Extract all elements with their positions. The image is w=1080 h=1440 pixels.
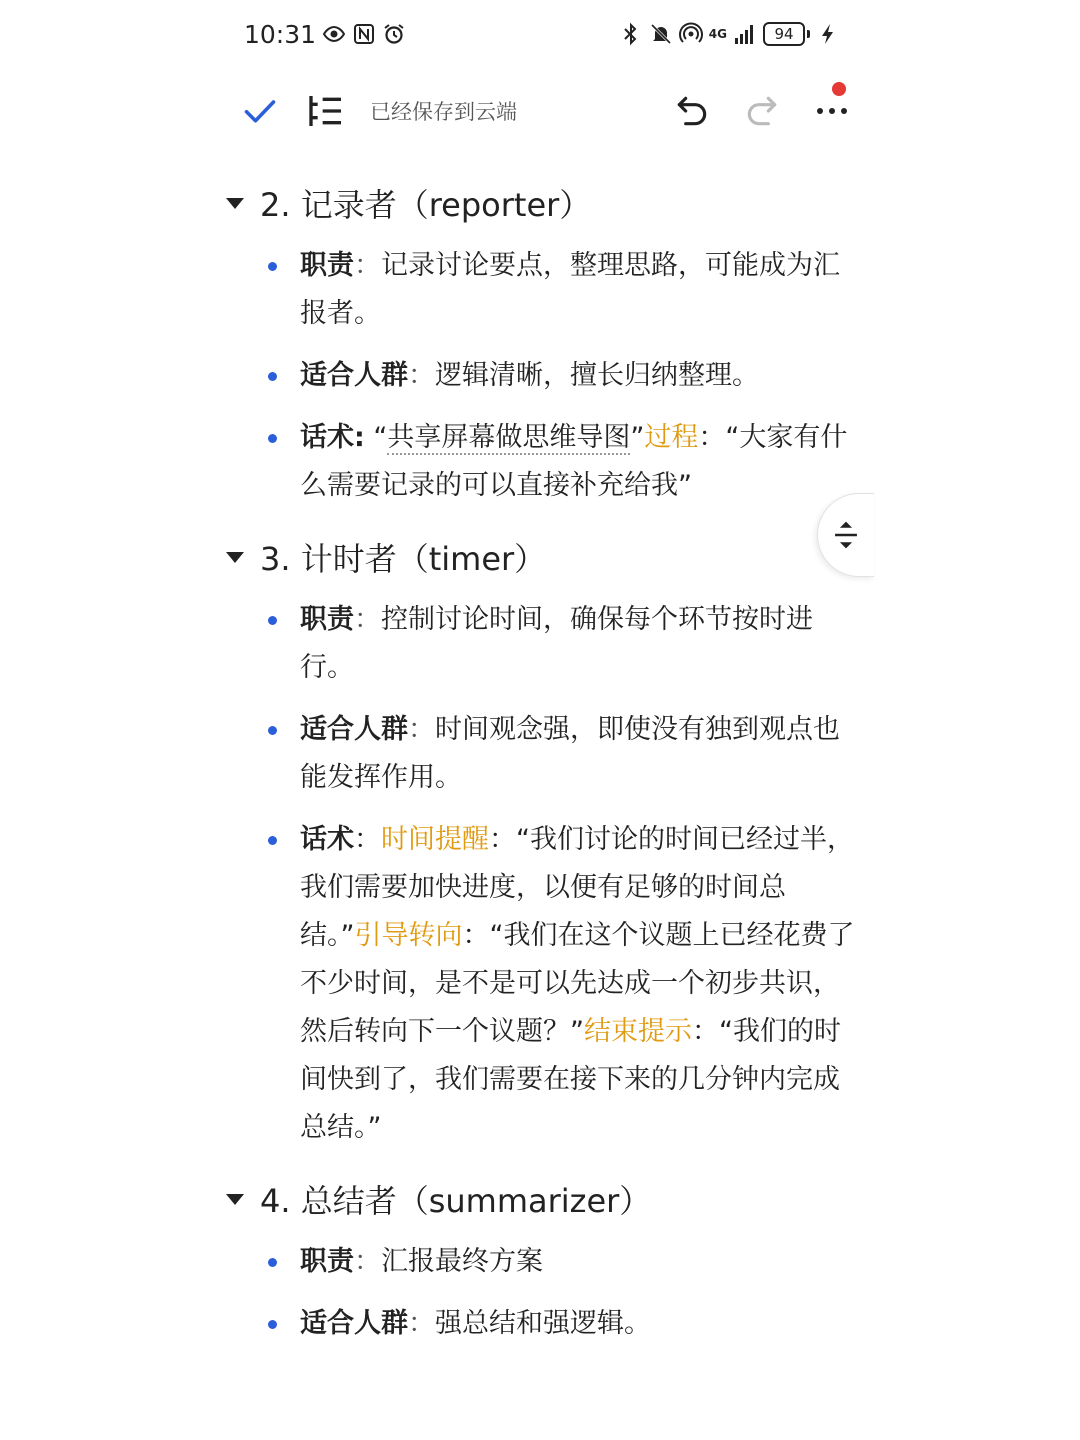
item-text: ：“我们讨论的时间已经过半，我们需要加快进度，以便有足够的时间总结。” [300,824,854,951]
item-label: 职责 [300,1246,354,1277]
item-label: 话术 [300,824,354,855]
item-text: ：“我们在这个议题上已经花费了不少时间，是不是可以先达成一个初步共识，然后转向下一个议题？” [300,920,855,1047]
section-title: 3. 计时者（timer） [260,540,547,578]
item-label: 职责 [300,604,354,635]
list-item[interactable] [268,596,862,692]
nfc-icon [352,22,376,46]
list-item[interactable] [268,414,862,510]
section [222,1166,862,1348]
item-separator: ： [408,360,435,391]
collapse-caret-icon[interactable] [226,552,244,563]
item-text: 逻辑清晰，擅长归纳整理。 [435,360,759,391]
item-separator: ： [354,250,381,281]
list-item[interactable] [268,1300,862,1348]
section-heading[interactable] [222,170,862,236]
item-label: 职责 [300,250,354,281]
collapse-caret-icon[interactable] [226,198,244,209]
status-time: 10:31 [244,19,317,49]
redo-button[interactable] [738,87,786,135]
section-heading[interactable] [222,524,862,590]
more-icon [814,93,850,129]
highlighted-phrase: 时间提醒 [381,824,489,855]
scroll-handle-icon [831,518,861,552]
outline-list-icon [306,91,346,131]
bullet-list [222,596,862,1152]
bullet-list [222,1238,862,1348]
item-text: ：“我们的时间快到了，我们需要在接下来的几分钟内完成总结。” [300,1016,841,1143]
section [222,524,862,1152]
status-bar [244,14,840,54]
collapse-caret-icon[interactable] [226,1194,244,1205]
item-text: 记录讨论要点，整理思路，可能成为汇报者。 [300,250,840,329]
hotspot-icon [679,22,703,46]
eye-icon [322,22,346,46]
network-type: 4G [708,27,727,41]
item-separator: ： [408,714,435,745]
battery-indicator: 94 [763,22,805,46]
item-separator: ： [408,1308,435,1339]
more-button[interactable] [808,87,856,135]
item-text: ： [354,824,381,855]
item-label: 适合人群 [300,714,408,745]
item-label: 话术: [300,422,365,453]
bullet-list [222,242,862,510]
section-heading[interactable] [222,1166,862,1232]
section-title: 4. 总结者（summarizer） [260,1182,652,1220]
item-separator: ： [354,604,381,635]
item-text: ：“大家有什么需要记录的可以直接补充给我” [300,422,848,501]
item-text: 控制讨论时间，确保每个环节按时进行。 [300,604,813,683]
item-text: 共享屏幕做思维导图 [387,422,631,453]
signal-icon [733,22,757,46]
item-text: 汇报最终方案 [381,1246,543,1277]
section-title: 2. 记录者（reporter） [260,186,592,224]
item-text: 强总结和强逻辑。 [435,1308,651,1339]
list-item[interactable] [268,816,862,1152]
editor-toolbar [236,82,856,140]
list-item[interactable] [268,242,862,338]
list-item[interactable] [268,352,862,400]
battery-tip [807,30,810,38]
undo-button[interactable] [668,87,716,135]
undo-icon [673,92,711,130]
check-icon [242,93,278,129]
mute-bell-icon [649,22,673,46]
item-label: 适合人群 [300,360,408,391]
highlighted-phrase: 引导转向 [354,920,463,951]
done-button[interactable] [236,87,284,135]
item-label: 适合人群 [300,1308,408,1339]
section [222,170,862,510]
bluetooth-icon [619,22,643,46]
charging-icon [816,22,840,46]
item-text: “ [364,422,388,453]
item-separator: ： [354,1246,381,1277]
redo-icon [743,92,781,130]
item-text: ” [630,422,645,453]
document-body [222,170,862,1362]
alarm-icon [382,22,406,46]
notification-dot [832,82,846,96]
highlighted-phrase: 过程 [644,422,699,453]
item-text: 时间观念强，即使没有独到观点也能发挥作用。 [300,714,840,793]
outline-button[interactable] [302,87,350,135]
list-item[interactable] [268,1238,862,1286]
list-item[interactable] [268,706,862,802]
highlighted-phrase: 结束提示 [584,1016,692,1047]
save-status: 已经保存到云端 [370,100,517,124]
